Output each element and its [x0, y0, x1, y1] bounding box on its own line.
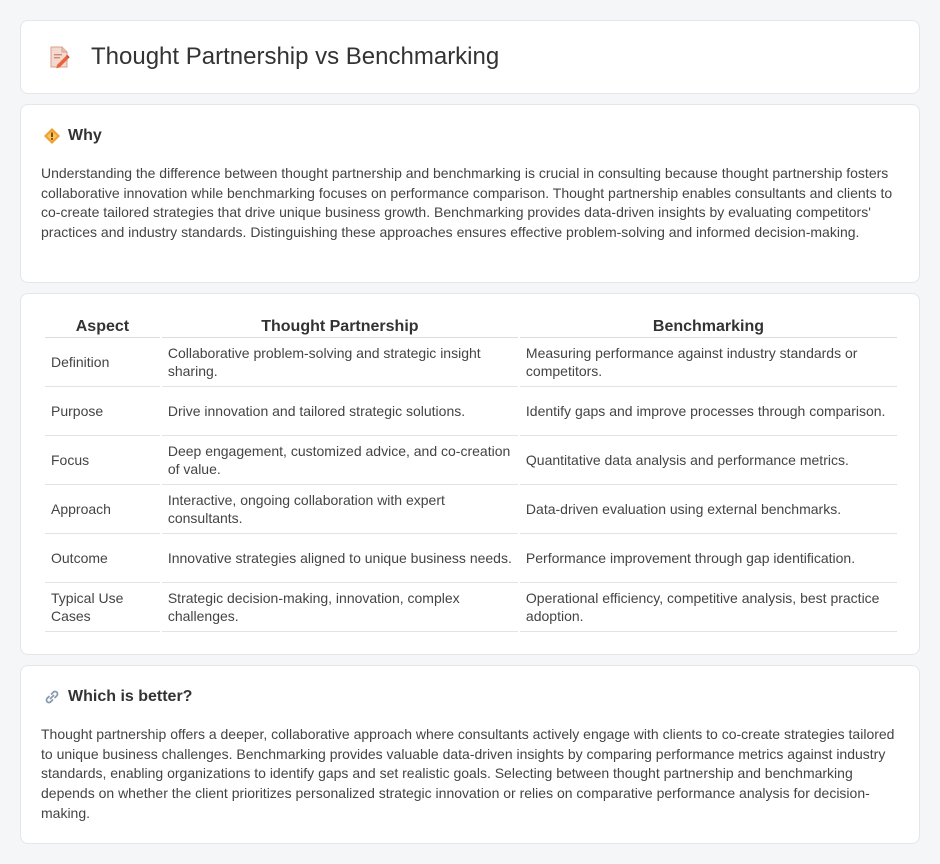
table-row: [45, 534, 897, 583]
aspect-cell: Outcome: [45, 534, 160, 583]
header-thought-partnership: Thought Partnership: [162, 316, 518, 338]
thought-partnership-cell: Collaborative problem-solving and strategic insight sharing.: [162, 338, 518, 387]
thought-partnership-cell: Deep engagement, customized advice, and co-creation of value.: [162, 436, 518, 485]
header-card: [20, 20, 920, 94]
which-is-better-section: [20, 665, 920, 844]
document-pencil-icon: [47, 45, 71, 69]
header-aspect: Aspect: [45, 316, 160, 338]
table-row: [45, 387, 897, 436]
aspect-cell: Definition: [45, 338, 160, 387]
benchmarking-cell: Measuring performance against industry standards or competitors.: [520, 338, 897, 387]
aspect-cell: Approach: [45, 485, 160, 534]
benchmarking-cell: Quantitative data analysis and performance metrics.: [520, 436, 897, 485]
thought-partnership-cell: Strategic decision-making, innovation, complex challenges.: [162, 583, 518, 632]
header-benchmarking: Benchmarking: [520, 316, 897, 338]
table-row: [45, 436, 897, 485]
table-row: [45, 583, 897, 632]
link-icon: [43, 688, 61, 706]
table-header-row: [45, 316, 897, 338]
aspect-cell: Purpose: [45, 387, 160, 436]
benchmarking-cell: Data-driven evaluation using external benchmarks.: [520, 485, 897, 534]
why-body: Understanding the difference between thought partnership and benchmarking is crucial in consulting because thought partnership fosters collaborative innovation while benchmarking focuses on performance comparison. Thought partnership enables consultants and clients to co-create tailored strategies that drive unique business growth. Benchmarking provides data-driven insights by evaluating competitors' practices and industry standards. Distinguishing these approaches ensures effective problem-solving and informed decision-making.: [41, 165, 893, 241]
aspect-cell: Typical Use Cases: [45, 583, 160, 632]
thought-partnership-cell: Interactive, ongoing collaboration with expert consultants.: [162, 485, 518, 534]
comparison-table-card: [20, 293, 920, 655]
aspect-cell: Focus: [45, 436, 160, 485]
benchmarking-cell: Identify gaps and improve processes through comparison.: [520, 387, 897, 436]
page-title: Thought Partnership vs Benchmarking: [91, 43, 500, 70]
comparison-table: [43, 316, 899, 632]
table-row: [45, 338, 897, 387]
which-is-better-body: Thought partnership offers a deeper, collaborative approach where consultants actively engage with clients to co-create strategies tailored to unique business challenges. Benchmarking provides valuable data-driven insights by comparing performance metrics against industry standards, enabling organizations to identify gaps and set realistic goals. Selecting between thought partnership and benchmarking depends on whether the client prioritizes personalized strategic innovation or relies on comparative performance analysis for decision-making.: [41, 726, 895, 821]
table-row: [45, 485, 897, 534]
which-is-better-title: Which is better?: [68, 688, 193, 705]
benchmarking-cell: Performance improvement through gap identification.: [520, 534, 897, 583]
why-title: Why: [68, 127, 102, 144]
benchmarking-cell: Operational efficiency, competitive analysis, best practice adoption.: [520, 583, 897, 632]
thought-partnership-cell: Drive innovation and tailored strategic solutions.: [162, 387, 518, 436]
why-section: [20, 104, 920, 283]
diamond-warning-icon: [43, 127, 61, 145]
thought-partnership-cell: Innovative strategies aligned to unique business needs.: [162, 534, 518, 583]
